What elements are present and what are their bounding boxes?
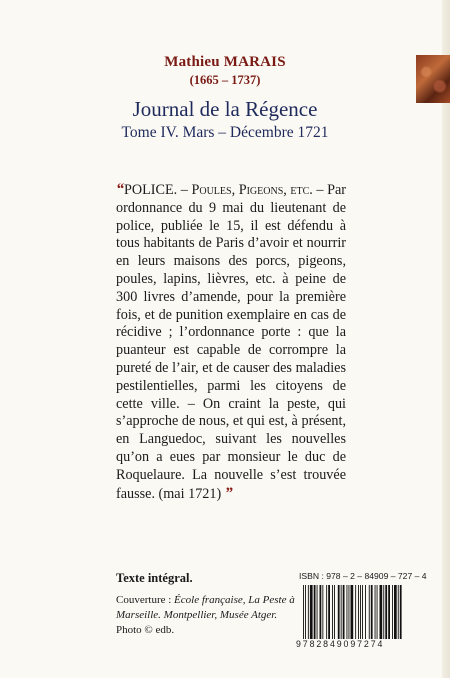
quote-body: – Par ordonnance du 9 mai du lieutenant de police, publiée le 15, il est défendu à tous habitants de Paris d’avoir et nourrir en leurs maisons des porcs, pigeons, poules, lapins, lièvres, etc. à peine de 300 livres d’amende, pour la première fois, et de punition exemplaire en cas de récidive ; l’ordonnance porte : que la puanteur est capable de corrompre la pureté de l’air, et de causer des maladies pestilentielles, parmi les citoyens de cette ville. – On craint la peste, qui s’approche de nous, et qui est, à présent, en Languedoc, suivant les nouvelles qu’on a eues par monsieur le duc de Roquelaure. La nouvelle s’est trouvée fausse. (mai 1721)	[116, 182, 346, 502]
credit-suffix: Photo © edb.	[116, 624, 175, 636]
author-dates: (1665 – 1737)	[189, 73, 261, 87]
excerpt-quote: “POLICE. – Poules, Pigeons, etc. – Par ordonnance du 9 mai du lieutenant de police, publiée le 15, il est défendu à tous habitants de Paris d’avoir et nourrir en leurs maisons des porcs, pigeons, poules, lapins, lièvres, etc. à peine de 300 livres d’amende, pour la première fois, et de punition exemplaire en cas de récidive ; l’ordonnance porte : que la puanteur est capable de corrompre la pureté de l’air, et de causer des maladies pestilentielles, parmi les citoyens de cette ville. – On craint la peste, qui s’approche de nous, et qui est, à présent, en Languedoc, suivant les nouvelles qu’on a eues par monsieur le duc de Roquelaure. La nouvelle s’est trouvée fausse. (mai 1721) ”	[116, 181, 346, 502]
full-text-label: Texte intégral.	[116, 571, 193, 585]
credit-italic: École française, La Peste à Marseille. Montpellier, Musée Atger.	[116, 594, 295, 621]
cover-credits	[116, 593, 296, 638]
barcode-digits: 9782849097274	[296, 639, 385, 649]
author-name: Mathieu MARAIS	[164, 54, 286, 70]
isbn-number: ISBN : 978 – 2 – 84909 – 727 – 4	[299, 571, 427, 581]
quote-lead: POLICE.	[124, 182, 178, 198]
book-title: Journal de la Régence	[132, 97, 318, 121]
barcode	[302, 585, 430, 639]
credit-prefix: Couverture :	[116, 594, 175, 606]
quote-lead-subject: Poules, Pigeons, etc.	[191, 182, 313, 198]
close-quote-mark: ”	[224, 484, 233, 502]
open-quote-mark: “	[116, 181, 124, 198]
book-subtitle: Tome IV. Mars – Décembre 1721	[121, 124, 329, 141]
header	[0, 54, 450, 142]
